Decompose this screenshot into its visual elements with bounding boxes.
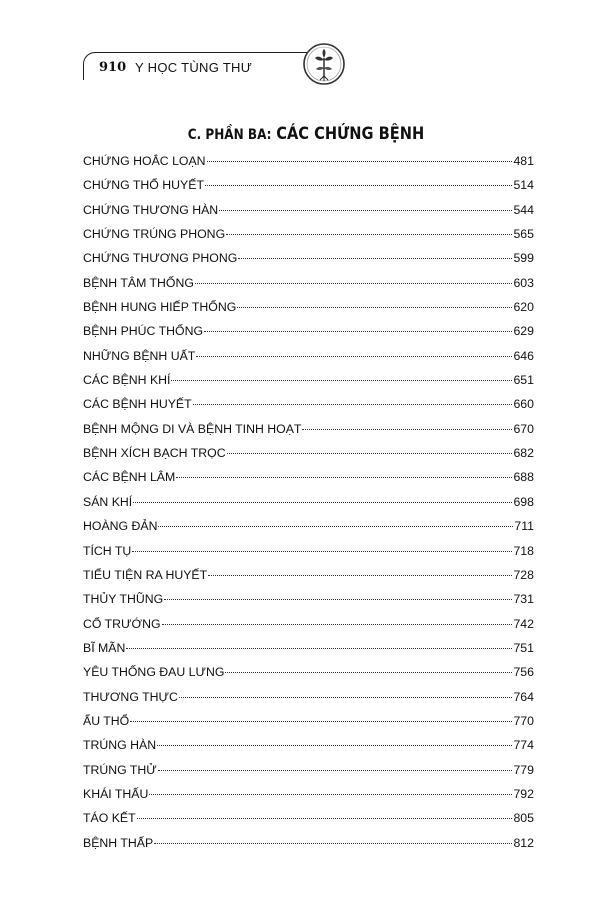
toc-entry-page: 812	[513, 835, 534, 850]
dot-leader	[204, 331, 512, 332]
toc-entry-label: CHỨNG HOẮC LOẠN	[83, 154, 206, 168]
dot-leader	[227, 453, 513, 454]
dot-leader	[158, 770, 513, 771]
toc-entry-label: TRÚNG THỬ	[83, 762, 157, 777]
toc-entry-page: 620	[513, 300, 534, 315]
toc-entry	[83, 373, 534, 397]
toc-entry	[83, 397, 534, 421]
dot-leader	[193, 404, 513, 405]
toc-entry-page: 698	[513, 494, 534, 509]
toc-entry-label: CHỨNG TRÚNG PHONG	[83, 227, 226, 242]
toc-entry-label: BĨ MÃN	[83, 640, 126, 655]
toc-entry	[83, 665, 534, 689]
toc-entry-page: 711	[514, 519, 534, 534]
toc-entry-label: HOÀNG ĐẢN	[83, 519, 158, 534]
toc-entry-page: 779	[513, 762, 534, 777]
toc-entry	[83, 641, 534, 665]
toc-entry	[83, 519, 534, 543]
toc-entry	[83, 592, 534, 616]
toc-entry	[83, 787, 534, 811]
dot-leader	[208, 575, 512, 576]
toc-entry-page: 718	[513, 543, 534, 558]
dot-leader	[196, 356, 512, 357]
toc-entry-page: 774	[513, 738, 534, 753]
section-title: CÁC CHỨNG BỆNH	[276, 124, 425, 144]
toc-entry-label: TRÚNG HÀN	[83, 738, 157, 753]
toc-entry	[83, 836, 534, 860]
toc-entry	[83, 349, 534, 373]
toc-entry-page: 670	[513, 421, 534, 436]
toc-entry-label: BỆNH PHÚC THỐNG	[83, 324, 204, 339]
toc-entry-label: BỆNH XÍCH BẠCH TRỌC	[83, 446, 226, 461]
toc-entry-page: 751	[513, 640, 534, 655]
toc-entry-page: 629	[513, 324, 534, 339]
dot-leader	[158, 526, 513, 527]
toc-entry	[83, 300, 534, 324]
toc-entry-label: CHỨNG THỔ HUYẾT	[83, 178, 204, 193]
dot-leader	[171, 380, 512, 381]
dot-leader	[179, 697, 513, 698]
toc-entry-label: CÁC BỆNH KHÍ	[83, 373, 171, 388]
toc-entry-page: 660	[513, 397, 534, 412]
toc-entry-page: 646	[513, 348, 534, 363]
toc-entry	[83, 544, 534, 568]
dot-leader	[133, 502, 512, 503]
toc-entry	[83, 617, 534, 641]
toc-entry-label: TÍCH TỤ	[83, 543, 132, 558]
toc-entry-label: BỆNH HUNG HIẾP THỐNG	[83, 300, 237, 315]
dot-leader	[137, 818, 513, 819]
dot-leader	[205, 185, 513, 186]
toc-entry	[83, 738, 534, 762]
dot-leader	[132, 551, 512, 552]
toc-entry-page: 805	[513, 811, 534, 826]
toc-entry-label: THƯƠNG THỰC	[83, 689, 178, 704]
toc-entry-page: 792	[513, 786, 534, 801]
toc-entry	[83, 811, 534, 835]
toc-entry-page: 514	[513, 178, 534, 193]
toc-entry-page: 770	[513, 713, 534, 728]
herb-plant-emblem-icon	[302, 42, 346, 86]
dot-leader	[302, 429, 512, 430]
dot-leader	[154, 843, 512, 844]
dot-leader	[126, 648, 512, 649]
dot-leader	[157, 745, 512, 746]
toc-entry	[83, 568, 534, 592]
toc-entry-label: THỦY THŨNG	[83, 592, 164, 607]
dot-leader	[226, 234, 512, 235]
toc-entry-page: 603	[513, 275, 534, 290]
toc-entry	[83, 495, 534, 519]
page-number: 910	[99, 60, 127, 75]
dot-leader	[207, 161, 513, 162]
toc-entry-page: 756	[513, 665, 534, 680]
toc-entry-page: 688	[513, 470, 534, 485]
toc-entry-label: NHỮNG BỆNH UẤT	[83, 348, 196, 363]
toc-entry-label: BỆNH TÂM THỐNG	[83, 275, 194, 290]
toc-entry	[83, 763, 534, 787]
toc-entry-label: CÁC BỆNH HUYẾT	[83, 397, 192, 412]
toc-entry-label: KHÁI THẤU	[83, 786, 149, 801]
toc-entry-page: 764	[513, 689, 534, 704]
toc-entry	[83, 446, 534, 470]
toc-entry-label: SÁN KHÍ	[83, 494, 133, 509]
toc-entry-page: 742	[513, 616, 534, 631]
toc-entry	[83, 690, 534, 714]
dot-leader	[225, 672, 512, 673]
toc-entry-label: ẨU THỔ	[83, 713, 130, 728]
dot-leader	[149, 794, 512, 795]
dot-leader	[162, 624, 513, 625]
toc-entry	[83, 203, 534, 227]
dot-leader	[238, 258, 512, 259]
toc-entry-label: BỆNH MỘNG DI VÀ BỆNH TINH HOẠT	[83, 421, 302, 436]
toc-entry	[83, 470, 534, 494]
dot-leader	[237, 307, 512, 308]
section-heading	[43, 124, 569, 144]
toc-entry	[83, 324, 534, 348]
book-title: Y HỌC TÙNG THƯ	[135, 60, 253, 75]
toc-entry-page: 565	[513, 227, 534, 242]
toc-entry-page: 481	[513, 154, 534, 168]
toc-entry-label: CHỨNG THƯƠNG PHONG	[83, 251, 238, 266]
toc-entry-label: TIỂU TIỆN RA HUYẾT	[83, 567, 208, 582]
toc-entry-label: CÁC BỆNH LÂM	[83, 470, 176, 485]
toc-entry-page: 544	[513, 202, 534, 217]
toc-entry-page: 599	[513, 251, 534, 266]
section-prefix: C. PHẦN BA:	[187, 127, 272, 143]
toc-entry-label: CHỨNG THƯƠNG HÀN	[83, 202, 219, 217]
toc-entry-label: YÊU THỐNG ĐAU LƯNG	[83, 665, 225, 680]
dot-leader	[176, 477, 512, 478]
toc-entry-label: BỆNH THẤP	[83, 835, 154, 850]
toc-entry-label: CỔ TRƯỚNG	[83, 616, 161, 631]
toc-entry-page: 728	[513, 567, 534, 582]
toc-entry-label: TÁO KẾT	[83, 811, 136, 826]
toc-entry	[83, 178, 534, 202]
toc-entry	[83, 276, 534, 300]
dot-leader	[164, 599, 512, 600]
dot-leader	[195, 283, 513, 284]
toc-entry	[83, 251, 534, 275]
toc-entry-page: 682	[513, 446, 534, 461]
dot-leader	[130, 721, 512, 722]
toc-entry-page: 651	[513, 373, 534, 388]
toc-entry	[83, 154, 534, 178]
toc-entry	[83, 422, 534, 446]
table-of-contents	[83, 154, 534, 860]
dot-leader	[219, 210, 512, 211]
toc-entry-page: 731	[513, 592, 534, 607]
toc-entry	[83, 227, 534, 251]
toc-entry	[83, 714, 534, 738]
